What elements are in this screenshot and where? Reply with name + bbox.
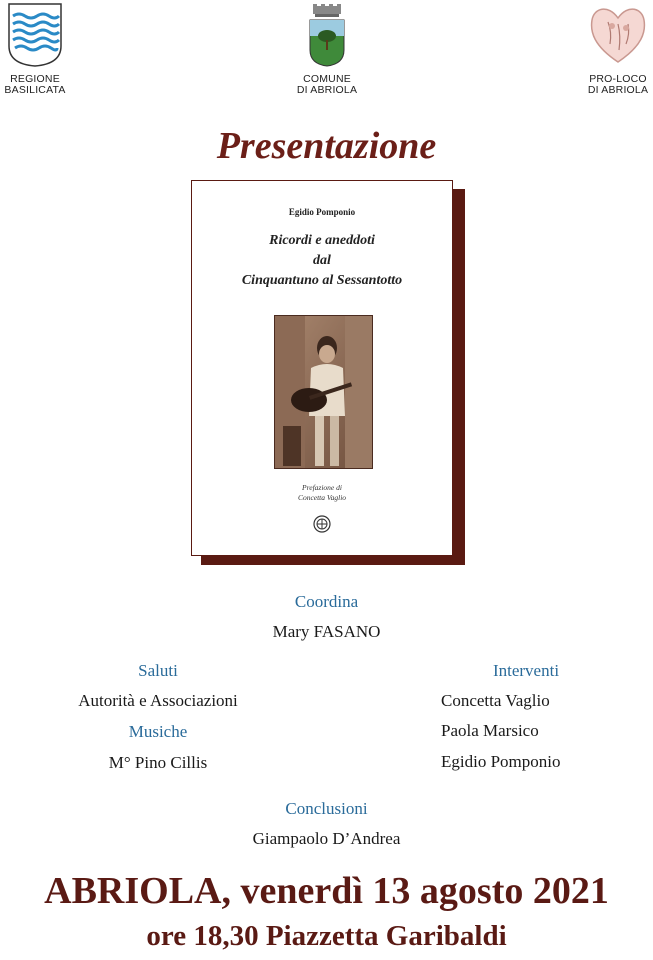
logo-regione-basilicata bbox=[4, 2, 66, 96]
logo-right-line1: PRO-LOCO bbox=[589, 73, 647, 85]
book-author: Egidio Pomponio bbox=[288, 207, 356, 217]
book-preface-line1: Prefazione di bbox=[302, 483, 342, 492]
book-title bbox=[192, 231, 452, 291]
interventi-label: Interventi bbox=[492, 661, 560, 680]
book-preface bbox=[192, 483, 452, 503]
event-date: ABRIOLA, venerdì 13 agosto 2021 bbox=[44, 870, 609, 912]
event-time-place: ore 18,30 Piazzetta Garibaldi bbox=[146, 920, 507, 952]
region-crest-icon bbox=[7, 2, 63, 68]
logo-left-line1: REGIONE bbox=[10, 73, 60, 85]
interventi-name-3: Egidio Pomponio bbox=[441, 752, 561, 771]
publisher-emblem-icon bbox=[313, 515, 331, 533]
book-photo bbox=[274, 315, 373, 469]
logo-right-line2: DI ABRIOLA bbox=[587, 84, 649, 96]
heart-logo-icon bbox=[588, 2, 648, 68]
book-cover bbox=[191, 180, 453, 556]
logo-comune-abriola bbox=[291, 2, 363, 96]
interventi-name-2: Paola Marsico bbox=[441, 721, 539, 740]
interventi-name-1: Concetta Vaglio bbox=[441, 691, 550, 710]
book-preface-line2: Concetta Vaglio bbox=[297, 493, 347, 502]
musiche-name: M° Pino Cillis bbox=[108, 753, 208, 772]
saluti-name: Autorità e Associazioni bbox=[78, 691, 238, 710]
musiche-label: Musiche bbox=[128, 722, 188, 741]
municipal-crest-icon bbox=[307, 2, 347, 68]
coordina-label: Coordina bbox=[294, 592, 359, 611]
conclusioni-name: Giampaolo D’Andrea bbox=[252, 829, 401, 848]
vintage-photo-guitarist bbox=[275, 316, 373, 469]
book-title-line2: dal bbox=[313, 253, 331, 268]
logo-proloco-abriola bbox=[585, 2, 651, 96]
book-title-line1: Ricordi e aneddoti bbox=[269, 233, 375, 248]
book-title-line3: Cinquantuno al Sessantotto bbox=[241, 273, 403, 288]
conclusioni-label: Conclusioni bbox=[285, 799, 368, 818]
coordina-name: Mary FASANO bbox=[272, 622, 381, 641]
logo-center-line2: DI ABRIOLA bbox=[296, 84, 358, 96]
logo-left-line2: BASILICATA bbox=[4, 84, 66, 96]
logo-center-line1: COMUNE bbox=[303, 73, 351, 85]
saluti-label: Saluti bbox=[138, 661, 178, 680]
page-title: Presentazione bbox=[216, 125, 437, 167]
